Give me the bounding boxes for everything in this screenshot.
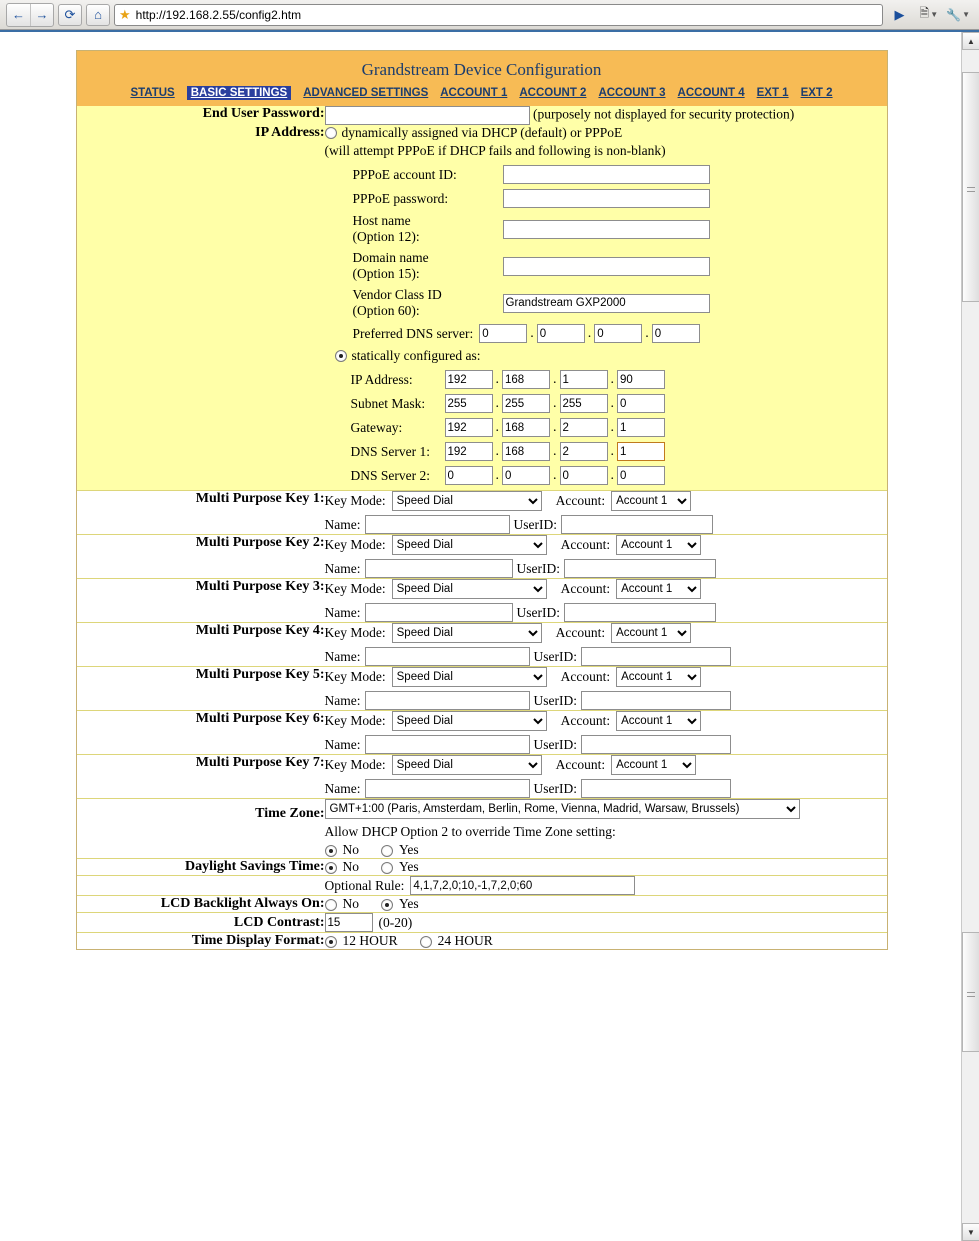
domain-name-label: Domain name (352, 250, 429, 265)
dst-row (77, 859, 887, 876)
mpk-4-account-label: Account: (555, 625, 606, 640)
optional-rule-row (77, 876, 887, 896)
lcd-backlight-yes-radio[interactable] (381, 899, 393, 911)
preferred-dns-octet-3[interactable] (594, 324, 642, 343)
time-display-label: Time Display Format: (77, 933, 325, 950)
dhcp-option-note: (will attempt PPPoE if DHCP fails and following is non-blank) (324, 143, 666, 158)
page-content (0, 32, 961, 1241)
lcd-backlight-no-label: No (342, 896, 359, 911)
subnet-mask-octet-1[interactable] (445, 394, 493, 413)
lcd-contrast-input[interactable] (325, 913, 373, 932)
time-display-24-label: 24 HOUR (437, 933, 493, 948)
address-bar[interactable] (114, 4, 883, 26)
mpk-4-userid-label: UserID: (533, 648, 577, 664)
dns-server-2-octet-4[interactable] (617, 466, 665, 485)
mpk-1-label: Multi Purpose Key 1: (77, 491, 325, 535)
pppoe-account-row (353, 165, 887, 184)
mpk-4-userid-input[interactable] (581, 647, 731, 666)
mpk-1-userid-input[interactable] (561, 515, 713, 534)
mpk-4-key-mode-label: Key Mode: (324, 625, 386, 640)
mpk-2-mode-line (325, 535, 887, 555)
scrollbar-thumb-upper[interactable] (962, 72, 979, 302)
main-nav (77, 87, 887, 106)
static-radio[interactable] (335, 350, 347, 362)
ip-address-row (77, 125, 887, 490)
mpk-6-label: Multi Purpose Key 6: (77, 711, 325, 755)
mpk-5-userid-label: UserID: (533, 692, 577, 708)
mpk-2-key-mode-label: Key Mode: (324, 537, 386, 552)
host-name-row (353, 213, 887, 245)
mpk-7-key-mode-label: Key Mode: (324, 757, 386, 772)
subnet-mask-octet-4[interactable] (617, 394, 665, 413)
time-display-24-radio[interactable] (420, 936, 432, 948)
nav-advanced-settings[interactable]: ADVANCED SETTINGS (303, 87, 429, 99)
pppoe-account-input[interactable] (503, 165, 710, 184)
mpk-6-userid-label: UserID: (533, 736, 577, 752)
mpk-7-account-label: Account: (555, 757, 606, 772)
domain-name-label2: (Option 15): (352, 266, 420, 281)
mpk-3-userid-input[interactable] (564, 603, 716, 622)
url-text: http://192.168.2.55/config2.htm (135, 7, 302, 22)
scrollbar-grip-icon-2 (967, 992, 975, 997)
mpk-6-account-label: Account: (560, 713, 611, 728)
host-name-label2: (Option 12): (352, 229, 420, 244)
nav-account-4[interactable]: ACCOUNT 4 (677, 87, 745, 99)
lcd-backlight-row (77, 896, 887, 913)
home-icon[interactable]: ⌂ (86, 4, 110, 26)
mpk-6-name-line (325, 735, 887, 754)
dhcp-fields (325, 165, 887, 343)
lcd-contrast-row (77, 913, 887, 933)
mpk-3-mode-line (325, 579, 887, 599)
browser-toolbar (0, 0, 979, 30)
time-display-12-radio[interactable] (325, 936, 337, 948)
optional-rule-line (325, 876, 887, 895)
host-name-input[interactable] (503, 220, 710, 239)
dns-server-2-label: DNS Server 2: (350, 467, 430, 483)
mpk-5-name-input[interactable] (365, 691, 530, 710)
lcd-backlight-yes-label: Yes (399, 896, 419, 911)
dns-server-1-octet-4[interactable] (617, 442, 665, 461)
mpk-1-key-mode-label: Key Mode: (324, 493, 386, 508)
time-display-radios (325, 933, 887, 949)
gateway-octet-2[interactable] (502, 418, 550, 437)
end-user-password-row (77, 106, 887, 125)
mpk-4-account-select[interactable] (611, 623, 691, 643)
dns-server-1-octet-2[interactable] (502, 442, 550, 461)
gateway-octet-1[interactable] (445, 418, 493, 437)
pppoe-password-label: PPPoE password: (352, 190, 449, 206)
mpk-4-name-line (325, 647, 887, 666)
table-row (77, 579, 887, 623)
mpk-1-mode-line (325, 491, 887, 511)
dst-label: Daylight Savings Time: (77, 859, 325, 876)
lcd-contrast-label: LCD Contrast: (77, 913, 325, 933)
dst-no-label: No (342, 859, 359, 874)
preferred-dns-octet-2[interactable] (537, 324, 585, 343)
pppoe-account-label: PPPoE account ID: (352, 166, 457, 182)
vendor-class-label2: (Option 60): (352, 303, 420, 318)
mpk-1-account-label: Account: (555, 493, 606, 508)
static-ip-label: IP Address: (350, 371, 413, 387)
dns-server-2-octet-2[interactable] (502, 466, 550, 485)
time-display-12-label: 12 HOUR (342, 933, 398, 948)
back-arrow-icon[interactable]: ← (12, 7, 25, 22)
page-title: Grandstream Device Configuration (77, 51, 887, 87)
mpk-4-name-label: Name: (324, 648, 361, 664)
mpk-6-mode-line (325, 711, 887, 731)
mpk-4-label: Multi Purpose Key 4: (77, 623, 325, 667)
star-icon[interactable]: ★ (119, 6, 131, 22)
lcd-contrast-range: (0-20) (378, 914, 413, 930)
go-button[interactable]: ▶ (894, 6, 905, 22)
ip-address-label: IP Address: (255, 125, 325, 140)
end-user-password-label: End User Password: (202, 106, 325, 121)
mpk-5-key-mode-select[interactable] (392, 667, 547, 687)
mpk-3-name-label: Name: (324, 604, 361, 620)
mpk-5-name-label: Name: (324, 692, 361, 708)
static-ip-octet-4[interactable] (617, 370, 665, 389)
dns-server-1-row: DNS Server 1: 192 . 168 . 2 . 1 (325, 442, 887, 461)
mpk-3-account-select[interactable] (616, 579, 701, 599)
time-zone-select[interactable] (325, 799, 800, 819)
mpk-2-userid-input[interactable] (564, 559, 716, 578)
mpk-1-name-input[interactable] (365, 515, 510, 534)
table-row (77, 623, 887, 667)
dhcp-option2-no-radio[interactable] (325, 845, 337, 857)
mpk-6-userid-input[interactable] (581, 735, 731, 754)
subnet-mask-octet-3[interactable] (560, 394, 608, 413)
vendor-class-input[interactable] (503, 294, 710, 313)
domain-name-input[interactable] (503, 257, 710, 276)
static-ip-row: IP Address: 192 . 168 . 1 . 90 (325, 370, 887, 389)
time-zone-label: Time Zone: (77, 799, 325, 859)
keys-and-settings-section (77, 490, 887, 949)
gateway-label: Gateway: (350, 419, 403, 435)
tools-menu-button[interactable]: 🔧 ▼ (946, 7, 970, 22)
mpk-6-name-input[interactable] (365, 735, 530, 754)
dhcp-option2-yes-label: Yes (399, 842, 419, 857)
lcd-backlight-label: LCD Backlight Always On: (77, 896, 325, 913)
preferred-dns-row: Preferred DNS server: 0 . 0 . 0 . 0 (353, 324, 887, 343)
nav-account-2[interactable]: ACCOUNT 2 (519, 87, 587, 99)
nav-account-3[interactable]: ACCOUNT 3 (598, 87, 666, 99)
mpk-7-key-mode-select[interactable] (392, 755, 542, 775)
dns-server-2-octet-1[interactable] (445, 466, 493, 485)
scrollbar-grip-icon (967, 187, 975, 192)
mpk-4-name-input[interactable] (365, 647, 530, 666)
mpk-5-label: Multi Purpose Key 5: (77, 667, 325, 711)
mpk-5-userid-input[interactable] (581, 691, 731, 710)
gateway-octet-4[interactable] (617, 418, 665, 437)
scroll-up-button[interactable]: ▲ (962, 32, 979, 50)
dhcp-radio[interactable] (325, 127, 337, 139)
host-name-label: Host name (352, 213, 411, 228)
mpk-7-account-select[interactable] (611, 755, 696, 775)
mpk-7-name-line (325, 779, 887, 798)
nav-basic-settings[interactable]: BASIC SETTINGS (187, 86, 291, 100)
mpk-1-userid-label: UserID: (513, 516, 557, 532)
end-user-password-input[interactable] (325, 106, 530, 125)
lcd-backlight-no-radio[interactable] (325, 899, 337, 911)
preferred-dns-octet-4[interactable] (652, 324, 700, 343)
reload-icon[interactable]: ⟳ (58, 4, 82, 26)
static-option-label: statically configured as: (351, 348, 481, 363)
dns-server-1-octet-3[interactable] (560, 442, 608, 461)
mpk-7-name-label: Name: (324, 780, 361, 796)
vendor-class-row (353, 287, 887, 319)
static-fields (325, 370, 887, 485)
mpk-5-account-select[interactable] (616, 667, 701, 687)
table-row (77, 491, 887, 535)
static-ip-octet-2[interactable] (502, 370, 550, 389)
preferred-dns-label: Preferred DNS server: (352, 325, 474, 341)
forward-arrow-icon[interactable]: → (30, 4, 53, 26)
mpk-3-label: Multi Purpose Key 3: (77, 579, 325, 623)
vendor-class-label: Vendor Class ID (352, 287, 442, 302)
mpk-7-userid-label: UserID: (533, 780, 577, 796)
dhcp-option2-no-label: No (342, 842, 359, 857)
dhcp-option2-label: Allow DHCP Option 2 to override Time Zone setting: (324, 824, 616, 839)
mpk-2-userid-label: UserID: (516, 560, 560, 576)
table-row (77, 755, 887, 799)
chrome-right-tools (917, 4, 973, 26)
mpk-1-account-select[interactable] (611, 491, 691, 511)
mpk-7-mode-line (325, 755, 887, 775)
gateway-octet-3[interactable] (560, 418, 608, 437)
pppoe-password-row (353, 189, 887, 208)
mpk-1-name-line (325, 515, 887, 534)
scrollbar-thumb-lower[interactable] (962, 932, 979, 1052)
dst-yes-label: Yes (399, 859, 419, 874)
static-ip-octet-3[interactable] (560, 370, 608, 389)
browser-viewport (0, 30, 979, 1241)
mpk-3-name-line (325, 603, 887, 622)
nav-ext-2[interactable]: EXT 2 (800, 87, 833, 99)
dst-radios (325, 859, 887, 875)
mpk-2-name-line (325, 559, 887, 578)
mpk-3-account-label: Account: (560, 581, 611, 596)
mpk-6-key-mode-select[interactable] (392, 711, 547, 731)
nav-account-1[interactable]: ACCOUNT 1 (440, 87, 508, 99)
dhcp-option[interactable] (325, 125, 887, 141)
table-row (77, 535, 887, 579)
mpk-3-key-mode-select[interactable] (392, 579, 547, 599)
mpk-7-label: Multi Purpose Key 7: (77, 755, 325, 799)
mpk-4-key-mode-select[interactable] (392, 623, 542, 643)
page-menu-button[interactable]: 🗎 ▼ (919, 6, 939, 20)
gateway-row: Gateway: 192 . 168 . 2 . 1 (325, 418, 887, 437)
dns-server-1-label: DNS Server 1: (350, 443, 430, 459)
nav-arrows (6, 3, 54, 27)
optional-rule-label: Optional Rule: (324, 877, 405, 893)
network-section (77, 106, 887, 490)
subnet-mask-octet-2[interactable] (502, 394, 550, 413)
mpk-2-name-input[interactable] (365, 559, 513, 578)
mpk-6-account-select[interactable] (616, 711, 701, 731)
time-zone-row (77, 799, 887, 859)
table-row (77, 711, 887, 755)
dhcp-option2-radios (325, 842, 887, 858)
subnet-mask-label: Subnet Mask: (350, 395, 426, 411)
lcd-backlight-radios (325, 896, 887, 912)
mpk-5-name-line (325, 691, 887, 710)
mpk-1-key-mode-select[interactable] (392, 491, 542, 511)
mpk-3-name-input[interactable] (365, 603, 513, 622)
dst-yes-radio[interactable] (381, 862, 393, 874)
pppoe-password-input[interactable] (503, 189, 710, 208)
dst-no-radio[interactable] (325, 862, 337, 874)
mpk-2-account-label: Account: (560, 537, 611, 552)
scroll-down-button[interactable]: ▼ (962, 1223, 979, 1241)
dhcp-option-label: dynamically assigned via DHCP (default) or PPPoE (341, 125, 623, 140)
table-row (77, 667, 887, 711)
dhcp-option2-yes-radio[interactable] (381, 845, 393, 857)
mpk-1-name-label: Name: (324, 516, 361, 532)
dns-server-2-row: DNS Server 2: 0 . 0 . 0 . 0 (325, 466, 887, 485)
vendor-class-label-wrap (353, 287, 503, 319)
mpk-3-key-mode-label: Key Mode: (324, 581, 386, 596)
mpk-6-key-mode-label: Key Mode: (324, 713, 386, 728)
mpk-5-account-label: Account: (560, 669, 611, 684)
mpk-3-userid-label: UserID: (516, 604, 560, 620)
dns-server-2-octet-3[interactable] (560, 466, 608, 485)
mpk-6-name-label: Name: (324, 736, 361, 752)
mpk-4-mode-line (325, 623, 887, 643)
mpk-5-mode-line (325, 667, 887, 687)
lcd-contrast-line (325, 913, 887, 932)
dns-server-1-octet-1[interactable] (445, 442, 493, 461)
mpk-2-name-label: Name: (324, 560, 361, 576)
subnet-mask-row: Subnet Mask: 255 . 255 . 255 . 0 (325, 394, 887, 413)
nav-status[interactable]: STATUS (130, 87, 175, 99)
preferred-dns-octet-1[interactable] (479, 324, 527, 343)
static-ip-octet-1[interactable] (445, 370, 493, 389)
mpk-5-key-mode-label: Key Mode: (324, 669, 386, 684)
time-display-row (77, 933, 887, 950)
end-user-password-note: (purposely not displayed for security protection) (533, 106, 795, 122)
mpk-7-userid-input[interactable] (581, 779, 731, 798)
nav-ext-1[interactable]: EXT 1 (756, 87, 789, 99)
optional-rule-input[interactable] (410, 876, 635, 895)
domain-name-label-wrap (353, 250, 503, 282)
static-option[interactable] (335, 348, 887, 364)
mpk-2-label: Multi Purpose Key 2: (77, 535, 325, 579)
mpk-2-key-mode-select[interactable] (392, 535, 547, 555)
mpk-2-account-select[interactable] (616, 535, 701, 555)
domain-name-row (353, 250, 887, 282)
host-name-label-wrap (353, 213, 503, 245)
page-scrollbar[interactable] (961, 32, 979, 1241)
mpk-7-name-input[interactable] (365, 779, 530, 798)
device-config-panel (76, 50, 888, 950)
